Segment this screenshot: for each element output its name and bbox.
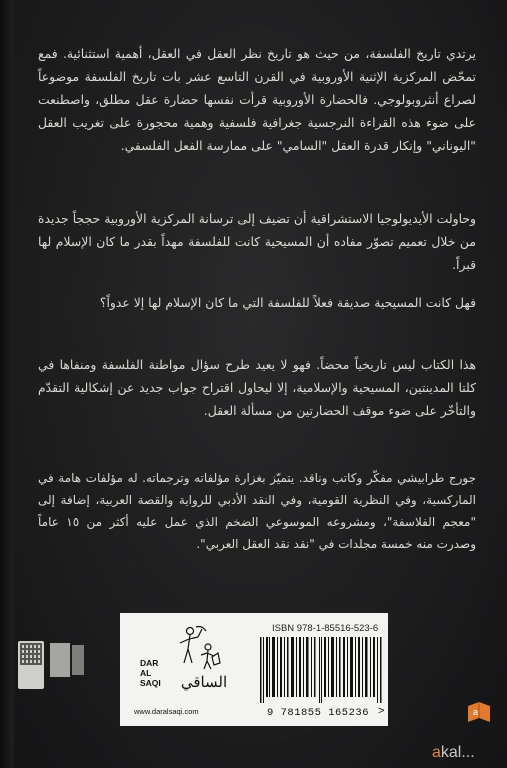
blurb-text: هذا الكتاب ليس تاريخياً محضاً. فهو لا يعيد طرح سؤال مواطنة الفلسفة ومنفاها في كلتا المدينتين، المسيحية والإسلامية، إلا ليحاول اقتراح جواب جديد عن إشكالية التقدّم والتأخّر على ضوء موقف الحضارتين من مسألة العقل. [38, 357, 476, 418]
blurb-paragraph-3 [38, 291, 476, 339]
publisher-name-line: DAR [140, 658, 159, 668]
blurb-paragraph-2 [38, 207, 476, 279]
cover-spine-edge [0, 0, 14, 768]
blurb-paragraph-4 [38, 353, 476, 457]
author-bio-paragraph [38, 467, 476, 597]
isbn-text: ISBN 978-1-85516-523-6 [272, 623, 379, 634]
isbn-publisher-panel [120, 613, 388, 726]
blurb-text: وحاولت الأيديولوجيا الاستشراقية أن تضيف إلى ترسانة المركزية الأوروبية حججاً جديدة من خلال تعميم تصوّر مفاده أن المسيحية كانت للفلسفة مهداً بقدر ما كان الإسلام لها قبراً. [38, 211, 476, 272]
sticker-label-secondary [72, 645, 84, 675]
blurb-paragraph-1 [38, 42, 476, 210]
watermark-icon-letter: a [473, 707, 479, 717]
watermark-book-icon [466, 700, 492, 724]
sticker-label [50, 643, 70, 677]
blurb-text: فهل كانت المسيحية صديقة فعلاً للفلسفة التي ما كان الإسلام لها إلا عدواً؟ [99, 295, 476, 310]
blurb-text: يرتدي تاريخ الفلسفة، من حيث هو تاريخ نظر العقل في العقل، أهمية استثنائية. فمع تمحّض المركزية الإثنية الأوروبية في القرن التاسع عشر بات تاريخ الفلسفة موضوعاً لصراع أنثروبولوجي. فالحضارة الأوروبية قرأت نفسها حضارة عقل مطلق، واصطنعت على ضوء هذه القراءة النرجسية جغرافية فلسفية وهمية محجورة على تغريب العقل "اليوناني" وإنكار قدرة العقل "السامي" على ممارسة الفعل الفلسفي. [38, 46, 476, 153]
publisher-name-ar: الساقي [180, 673, 228, 691]
author-bio-text: جورج طرابيشي مفكّر وكاتب وناقد. يتميّز بغزارة مؤلفاته وترجماته. له مؤلفات هامة في الماركسية، وفي النظرية القومية، وفي النقد الأدبي للرواية والقصة العربية، إضافة إلى "معجم الفلاسفة"، ومشروعه الموسوعي الضخم الذي عمل عليه أكثر من ١٥ عاماً وصدرت منه خمسة مجلدات في "نقد نقد العقل العربي". [38, 471, 476, 551]
publisher-name-en [140, 658, 170, 688]
barcode-arrow: > [378, 705, 385, 717]
watermark-brand-rest: kal... [440, 744, 475, 761]
publisher-name-line: AL SAQI [140, 668, 161, 688]
barcode-icon [258, 637, 384, 703]
publisher-logo-icon [174, 623, 224, 673]
publisher-website: www.daralsaqi.com [134, 707, 199, 716]
barcode-number: 9 781855 165236 [266, 707, 369, 719]
watermark-brand [432, 744, 507, 764]
qr-code-icon [20, 643, 42, 665]
watermark-brand-letter: a [432, 744, 441, 761]
